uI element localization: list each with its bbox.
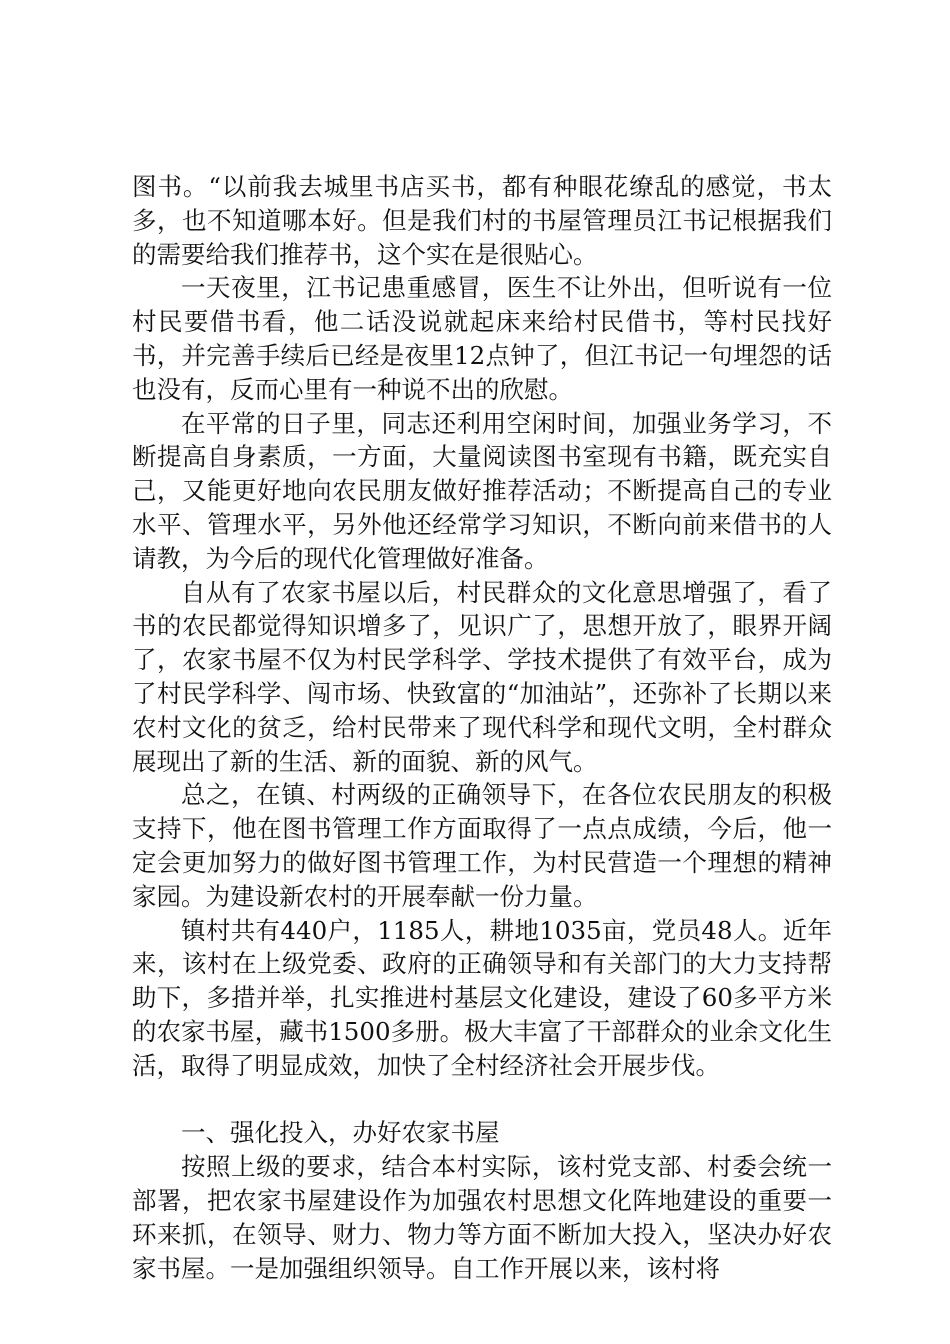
paragraph-2: 一天夜里，江书记患重感冒，医生不让外出，但听说有一位村民要借书看，他二话没说就起床来给村民借书，等村民找好书，并完善手续后已经是夜里12点钟了，但江书记一句埋怨的话也没有，反而心里有一种说不出的欣慰。 [132,273,832,404]
blank-line [132,1083,832,1117]
paragraph-7: 按照上级的要求，结合本村实际，该村党支部、村委会统一部署，把农家书屋建设作为加强农村思想文化阵地建设的重要一环来抓，在领导、财力、物力等方面不断加大投入，坚决办好农家书屋。一是加强组织领导。自工作开展以来，该村将 [132,1152,832,1283]
paragraph-1: 图书。“以前我去城里书店买书，都有种眼花缭乱的感觉，书太多，也不知道哪本好。但是我们村的书屋管理员江书记根据我们的需要给我们推荐书，这个实在是很贴心。 [132,172,832,269]
paragraph-6: 镇村共有440户，1185人，耕地1035亩，党员48人。近年来，该村在上级党委、政府的正确领导和有关部门的大力支持帮助下，多措并举，扎实推进村基层文化建设，建设了60多平方米的农家书屋，藏书1500多册。极大丰富了干部群众的业余文化生活，取得了明显成效，加快了全村经济社会开展步伐。 [132,915,832,1080]
section-heading: 一、强化投入，办好农家书屋 [181,1118,500,1148]
paragraph-5: 总之，在镇、村两级的正确领导下，在各位农民朋友的积极支持下，他在图书管理工作方面取得了一点点成绩，今后，他一定会更加努力的做好图书管理工作，为村民营造一个理想的精神家园。为建设新农村的开展奉献一份力量。 [132,780,832,911]
paragraph-4: 自从有了农家书屋以后，村民群众的文化意思增强了，看了书的农民都觉得知识增多了，见识广了，思想开放了，眼界开阔了，农家书屋不仅为村民学科学、学技术提供了有效平台，成为了村民学科学、闯市场、快致富的“加油站”，还弥补了长期以来农村文化的贫乏，给村民带来了现代科学和现代文明，全村群众展现出了新的生活、新的面貌、新的风气。 [132,577,832,776]
document-body [132,170,832,1285]
paragraph-3: 在平常的日子里，同志还利用空闲时间，加强业务学习，不断提高自身素质，一方面，大量阅读图书室现有书籍，既充实自己，又能更好地向农民朋友做好推荐活动；不断提高自己的专业水平、管理水平，另外他还经常学习知识，不断向前来借书的人请教，为今后的现代化管理做好准备。 [132,408,832,573]
